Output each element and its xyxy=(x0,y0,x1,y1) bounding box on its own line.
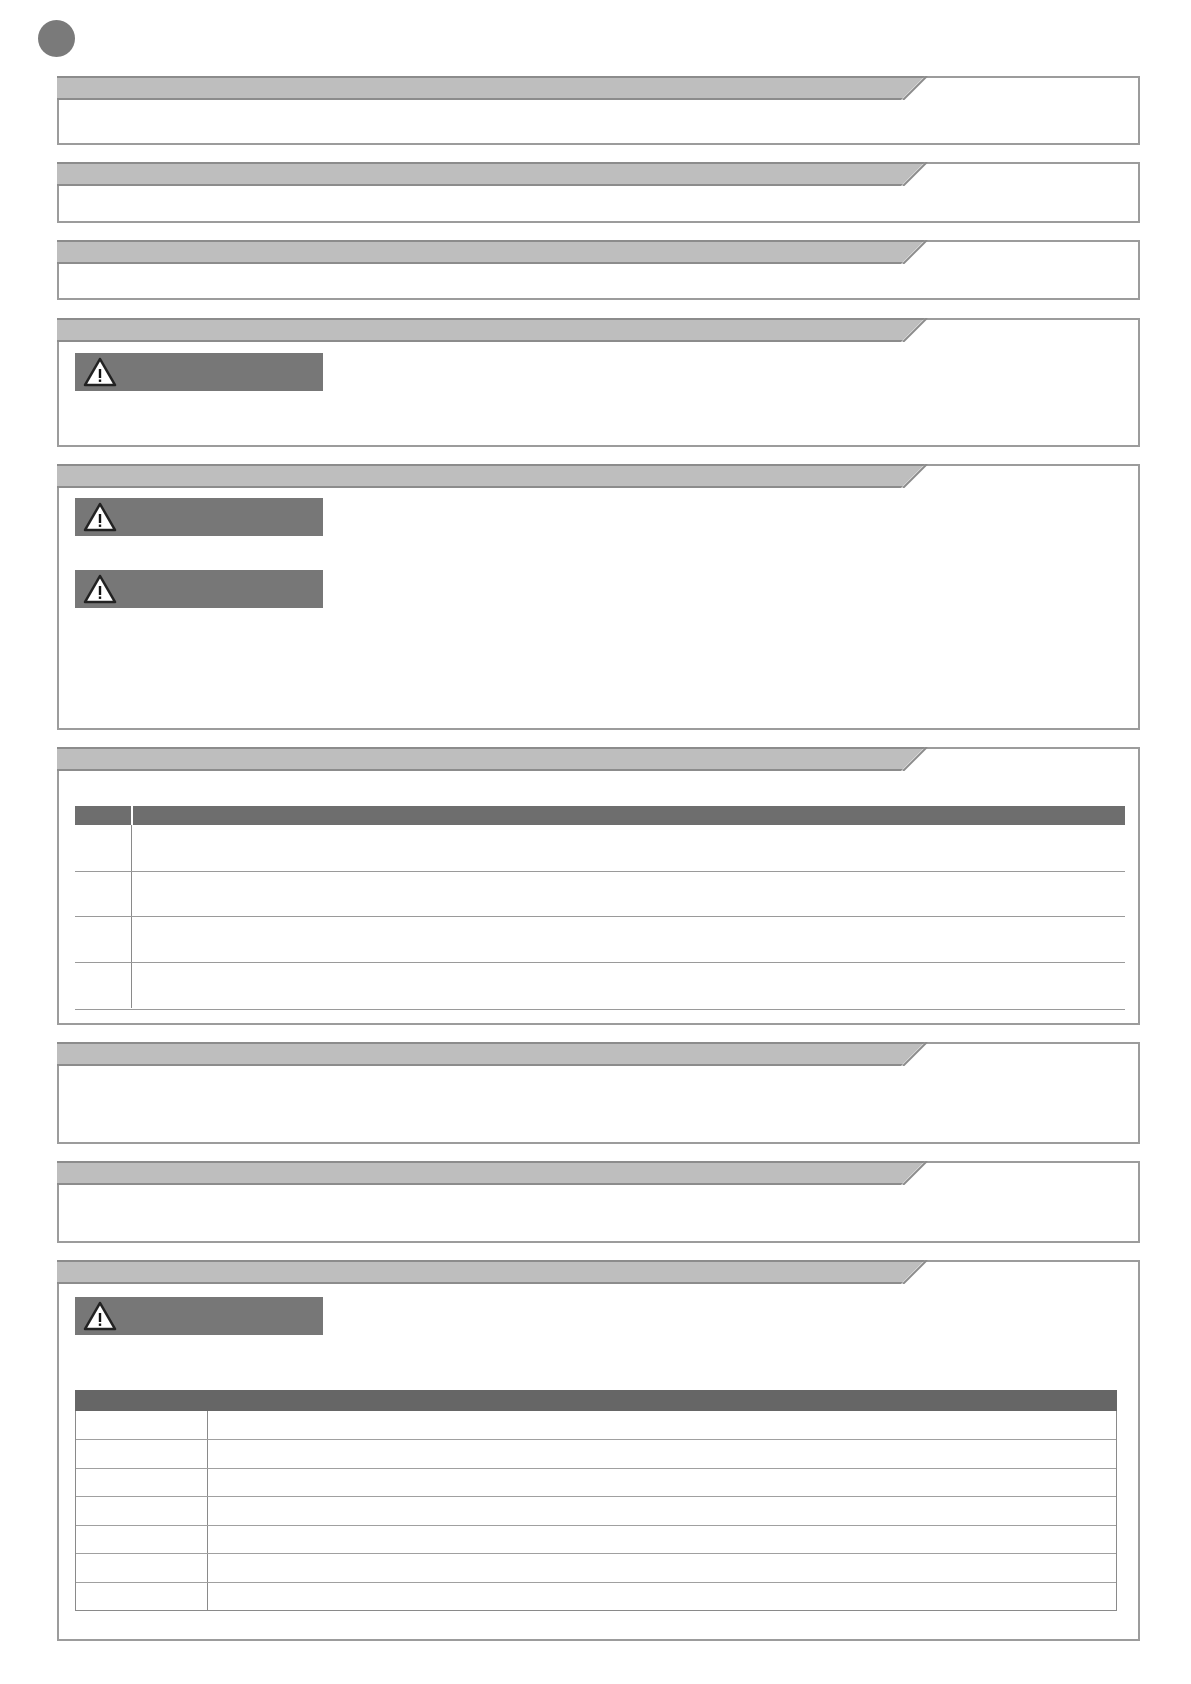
table-row xyxy=(76,1582,1116,1583)
section-7 xyxy=(57,1042,1140,1144)
section-2 xyxy=(57,162,1140,223)
table-2-header xyxy=(75,1390,1117,1411)
section-5 xyxy=(57,464,1140,730)
warning-triangle-icon xyxy=(83,501,117,533)
section-5-header-bar xyxy=(57,464,925,488)
section-6-header-bar xyxy=(57,747,925,771)
warning-triangle-icon xyxy=(83,1300,117,1332)
warning-box xyxy=(75,353,323,391)
warning-box xyxy=(75,570,323,608)
table-row xyxy=(76,1553,1116,1554)
section-9-header-bar xyxy=(57,1260,925,1284)
table-row xyxy=(75,1009,1125,1010)
table-1-header xyxy=(75,806,1125,825)
section-4 xyxy=(57,318,1140,447)
table-row xyxy=(75,962,1125,963)
section-1 xyxy=(57,76,1140,145)
section-3-header-bar xyxy=(57,240,925,264)
warning-triangle-icon xyxy=(83,356,117,388)
table-2 xyxy=(75,1390,1117,1611)
section-2-header-bar xyxy=(57,162,925,186)
table-2-body xyxy=(75,1411,1117,1611)
language-indicator xyxy=(38,20,75,57)
section-8-header-bar xyxy=(57,1161,925,1185)
section-8 xyxy=(57,1161,1140,1243)
table-row xyxy=(76,1439,1116,1440)
table-row xyxy=(76,1525,1116,1526)
table-row xyxy=(76,1468,1116,1469)
warning-box xyxy=(75,498,323,536)
section-3 xyxy=(57,240,1140,300)
section-9 xyxy=(57,1260,1140,1641)
warning-triangle-icon xyxy=(83,573,117,605)
warning-box xyxy=(75,1297,323,1335)
table-row xyxy=(75,871,1125,872)
section-7-header-bar xyxy=(57,1042,925,1066)
table-row xyxy=(75,916,1125,917)
section-6 xyxy=(57,747,1140,1025)
table-2-column-divider xyxy=(207,1411,208,1610)
section-4-header-bar xyxy=(57,318,925,342)
section-1-header-bar xyxy=(57,76,925,100)
table-row xyxy=(76,1496,1116,1497)
